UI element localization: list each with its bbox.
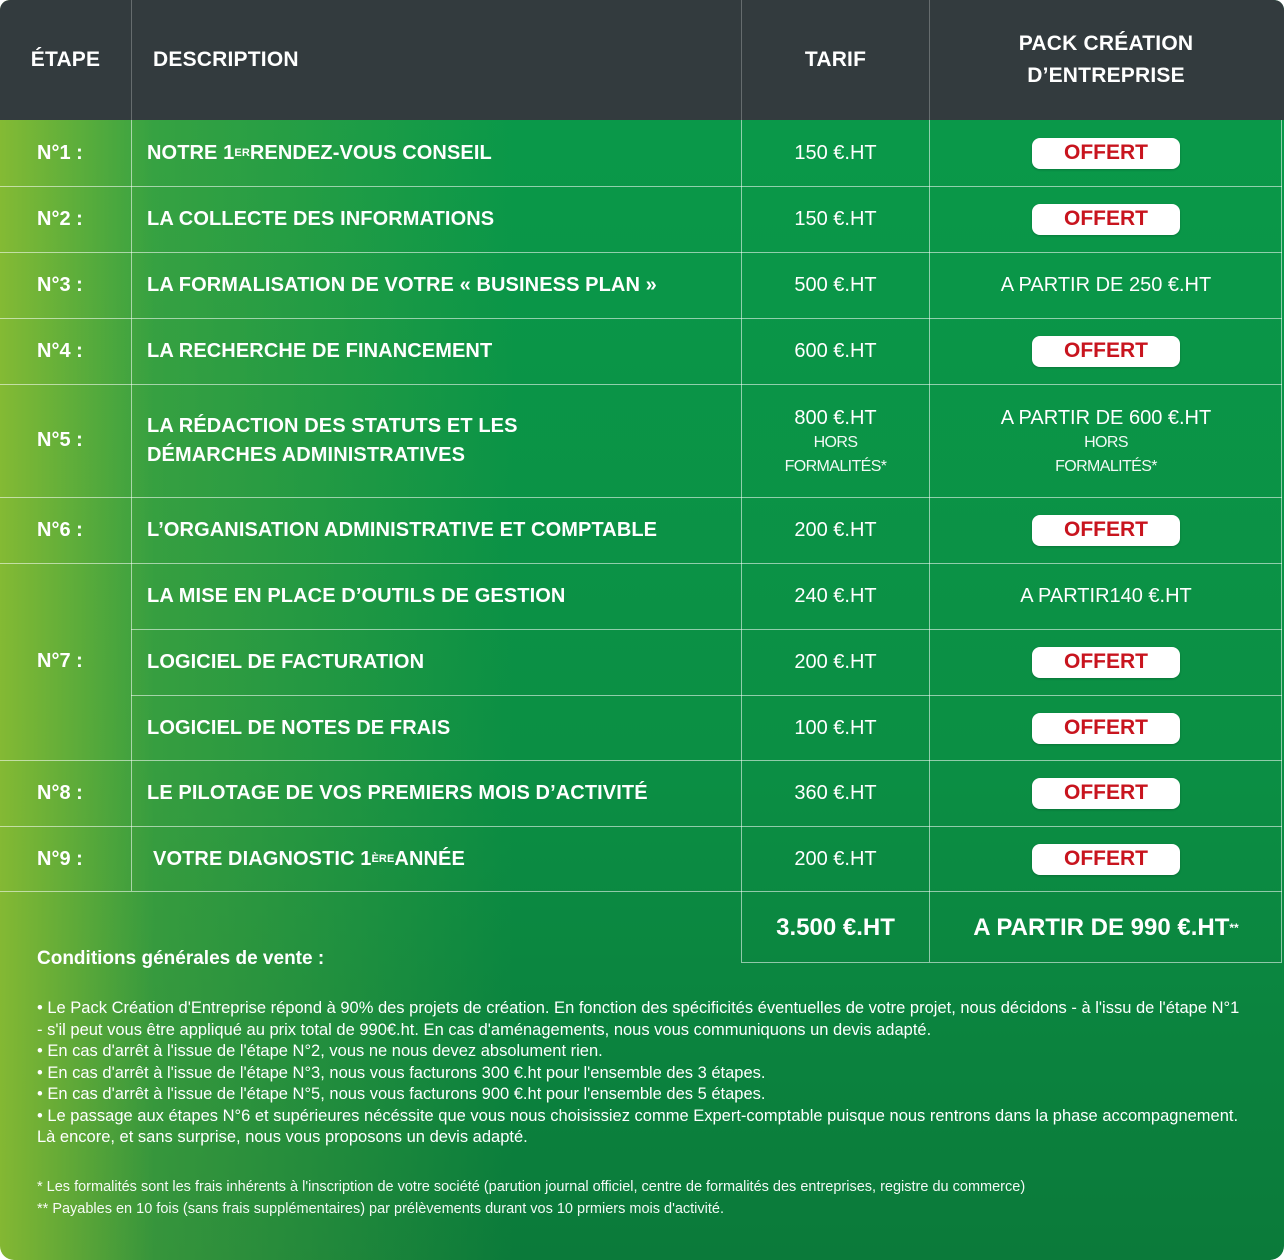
row-2-step: N°2 : <box>37 207 83 230</box>
footnote: ** Payables en 10 fois (sans frais supplémentaires) par prélèvements durant vos 10 prmiers mois d'activité. <box>37 1201 725 1217</box>
row-1-description: NOTRE 1 ER RENDEZ-VOUS CONSEIL <box>147 141 492 164</box>
header-pack <box>930 0 1282 120</box>
row-3-description: LA FORMALISATION DE VOTRE « BUSINESS PLAN » <box>147 273 657 296</box>
row-9-description: VOTRE DIAGNOSTIC 1 ÈRE ANNÉE <box>153 847 465 870</box>
row-7a-tarif: 240 €.HT <box>794 584 877 607</box>
conditions-text <box>37 998 1247 1149</box>
row-6-pack <box>930 497 1282 563</box>
offert-badge: OFFERT <box>1032 336 1180 367</box>
offert-badge: OFFERT <box>1032 713 1180 744</box>
condition-line: • En cas d'arrêt à l'issue de l'étape N°3, nous vous facturons 300 €.ht pour l'ensemble des 3 étapes. <box>37 1063 766 1082</box>
row-7c-description: LOGICIEL DE NOTES DE FRAIS <box>147 716 451 739</box>
condition-line: • En cas d'arrêt à l'issue de l'étape N°5, nous vous facturons 900 €.ht pour l'ensemble des 5 étapes. <box>37 1085 766 1103</box>
row-6-step: N°6 : <box>37 518 83 541</box>
row-6-tarif: 200 €.HT <box>794 518 877 541</box>
row-3-pack: A PARTIR DE 250 €.HT <box>1000 273 1212 296</box>
offert-badge: OFFERT <box>1032 515 1180 546</box>
row-1-step: N°1 : <box>37 141 83 164</box>
row-7-step: N°7 : <box>37 650 83 672</box>
row-9-tarif: 200 €.HT <box>794 847 877 870</box>
offert-badge: OFFERT <box>1032 778 1180 809</box>
row-5-description: LA RÉDACTION DES STATUTS ET LES DÉMARCHES ADMINISTRATIVES <box>147 414 518 466</box>
total-tarif: 3.500 €.HT <box>776 914 895 941</box>
total-pack: A PARTIR DE 990 €.HT ** <box>973 914 1239 941</box>
row-3-tarif: 500 €.HT <box>794 273 877 296</box>
row-7b-pack <box>930 629 1282 695</box>
row-1-pack <box>930 120 1282 186</box>
row-8-pack <box>930 760 1282 826</box>
row-4-description: LA RECHERCHE DE FINANCEMENT <box>147 339 493 362</box>
row-7a-description: LA MISE EN PLACE D’OUTILS DE GESTION <box>147 584 566 607</box>
header-pack-line2: D’ENTREPRISE <box>1027 64 1185 87</box>
row-9-step: N°9 : <box>37 847 83 870</box>
row-1-tarif: 150 €.HT <box>794 141 877 164</box>
row-7b-description: LOGICIEL DE FACTURATION <box>147 650 425 673</box>
row-5-tarif: 800 €.HT HORS FORMALITÉS* <box>784 406 887 475</box>
row-7b-tarif: 200 €.HT <box>794 650 877 673</box>
row-7c-pack <box>930 695 1282 761</box>
condition-line: • Le Pack Création d'Entreprise répond à 90% des projets de création. En fonction des spécificités éventuelles de votre projet, nous décidons - à l'issu de l'étape N°1 - s'il peut vous être appliqué au prix total de 990€.ht. En cas d'aménagements, nous vous communiquons un devis adapté. <box>37 999 1240 1039</box>
row-5-pack: A PARTIR DE 600 €.HT HORS FORMALITÉS* <box>1000 406 1212 475</box>
header-description: DESCRIPTION <box>153 48 299 71</box>
row-5-step: N°5 : <box>37 429 83 451</box>
row-4-tarif: 600 €.HT <box>794 339 877 362</box>
row-2-description: LA COLLECTE DES INFORMATIONS <box>147 207 495 230</box>
offert-badge: OFFERT <box>1032 204 1180 235</box>
row-9-pack <box>930 826 1282 892</box>
row-7c-tarif: 100 €.HT <box>794 716 877 739</box>
row-7a-pack: A PARTIR140 €.HT <box>1020 584 1192 607</box>
row-6-description: L’ORGANISATION ADMINISTRATIVE ET COMPTABLE <box>147 518 658 541</box>
footnote: * Les formalités sont les frais inhérents à l'inscription de votre société (parution journal officiel, centre de formalités des entreprises, registre du commerce) <box>37 1179 1026 1195</box>
row-2-tarif: 150 €.HT <box>794 207 877 230</box>
row-8-tarif: 360 €.HT <box>794 781 877 804</box>
offert-badge: OFFERT <box>1032 138 1180 169</box>
offert-badge: OFFERT <box>1032 647 1180 678</box>
row-8-description: LE PILOTAGE DE VOS PREMIERS MOIS D’ACTIVITÉ <box>147 781 648 804</box>
conditions-title: Conditions générales de vente : <box>37 948 325 969</box>
row-4-step: N°4 : <box>37 339 83 362</box>
header-pack-line1: PACK CRÉATION <box>1018 32 1194 55</box>
footnotes <box>37 1176 1257 1220</box>
row-3-step: N°3 : <box>37 273 83 296</box>
header-etape: ÉTAPE <box>30 48 101 71</box>
table-header <box>0 0 1284 120</box>
row-2-pack <box>930 186 1282 252</box>
condition-line: • Le passage aux étapes N°6 et supérieures nécéssite que vous nous choisissiez comme Expert-comptable puisque nous rentrons dans la phase accompagnement. Là encore, et sans surprise, nous vous proposons un devis adapté. <box>37 1106 1239 1146</box>
condition-line: • En cas d'arrêt à l'issue de l'étape N°2, vous ne nous devez absolument rien. <box>37 1042 603 1060</box>
row-8-step: N°8 : <box>37 781 83 804</box>
header-tarif: TARIF <box>804 48 867 71</box>
row-4-pack <box>930 318 1282 384</box>
offert-badge: OFFERT <box>1032 844 1180 875</box>
